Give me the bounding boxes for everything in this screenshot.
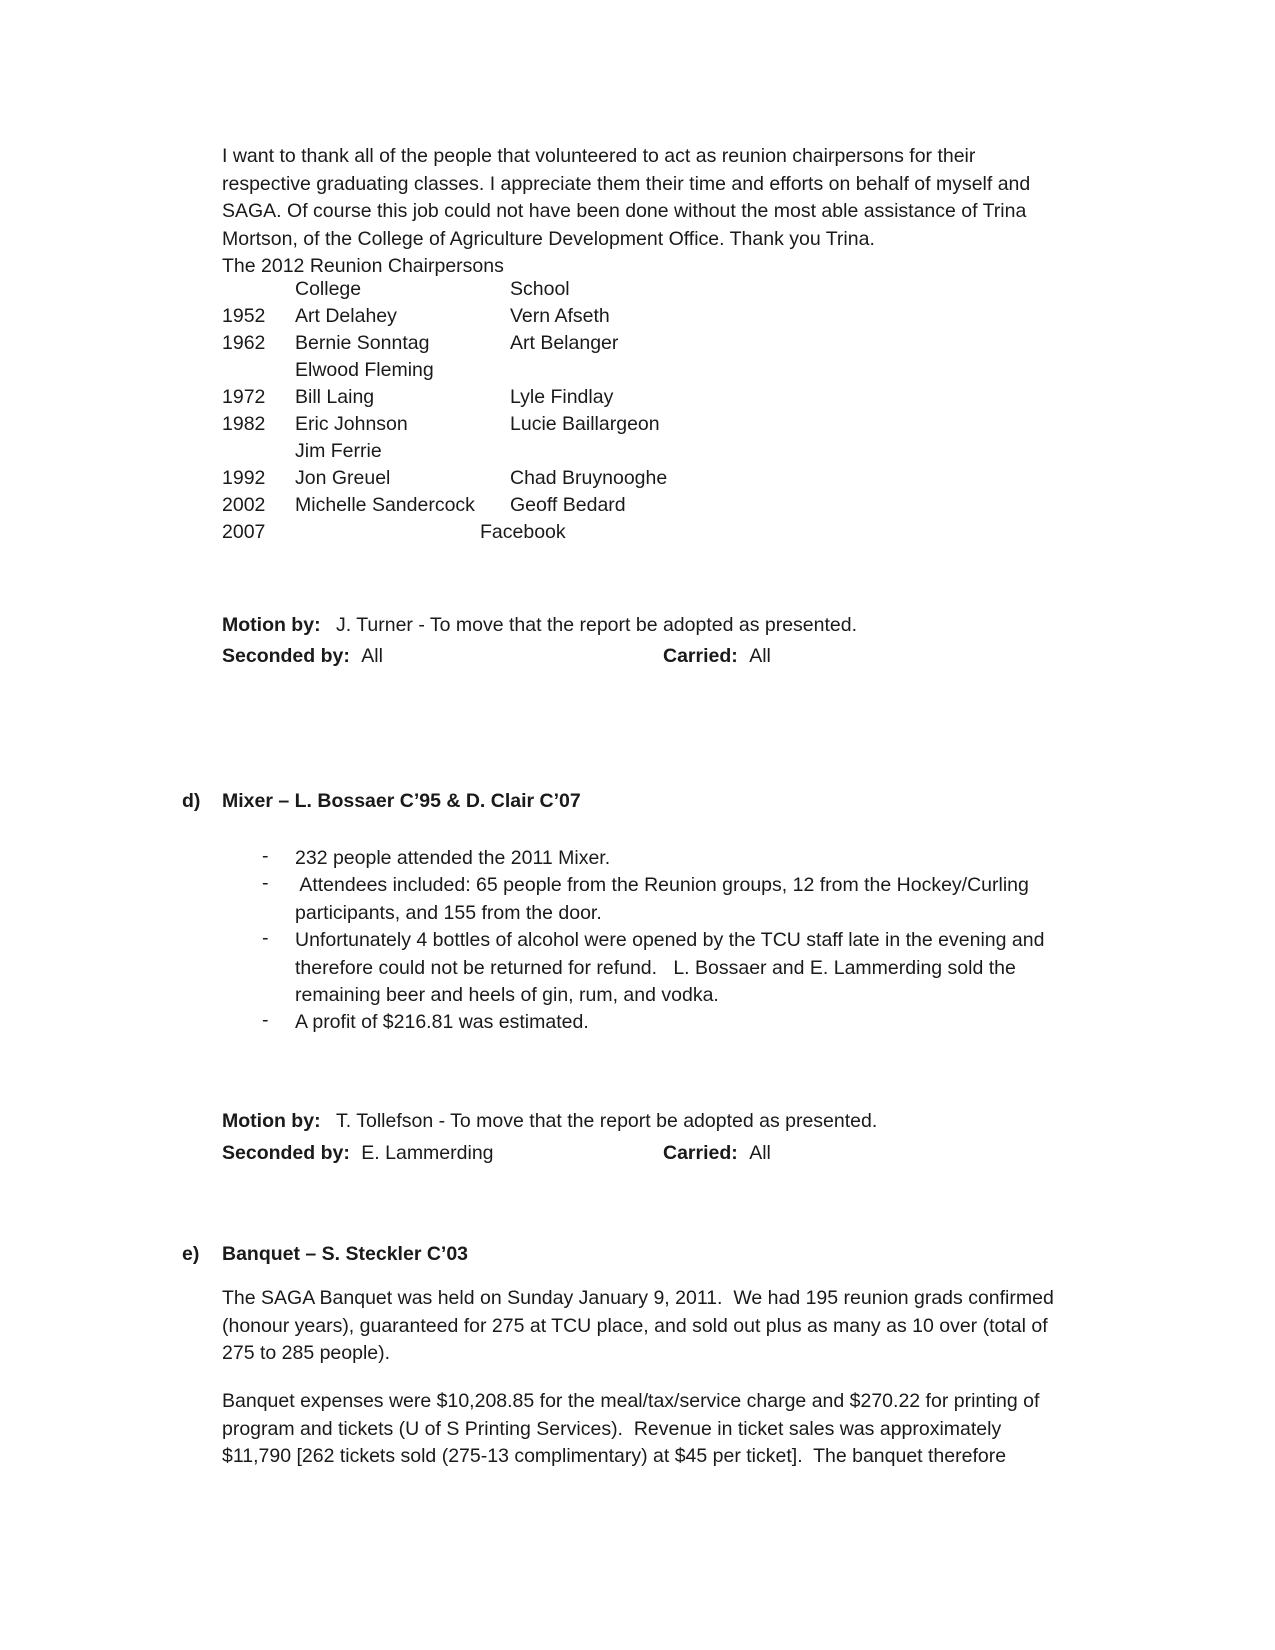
intro-paragraph [222, 143, 1102, 281]
bullet-line: Unfortunately 4 bottles of alcohol were opened by the TCU staff late in the evening and [295, 929, 1045, 951]
bullet-line: Attendees included: 65 people from the Reunion groups, 12 from the Hockey/Curling [295, 874, 1029, 896]
bullet-text [295, 872, 1115, 927]
seconded-line [222, 1142, 494, 1165]
facebook-note: Facebook [480, 521, 566, 543]
motion-line [222, 1110, 877, 1133]
school-cell: Lyle Findlay [510, 386, 614, 408]
year-cell: 1972 [222, 386, 266, 408]
table-title: The 2012 Reunion Chairpersons [222, 255, 504, 277]
bullet-dash: - [262, 1009, 269, 1031]
bullet-text [295, 845, 1115, 873]
section-letter: d) [182, 790, 201, 812]
motion-label: Motion by: [222, 1110, 321, 1132]
paragraph-line: 275 to 285 people). [222, 1342, 391, 1364]
intro-line: SAGA. Of course this job could not have been done without the most able assistance of Trina [222, 200, 1027, 222]
bullet-line: therefore could not be returned for refund. L. Bossaer and E. Lammerding sold the [295, 956, 1016, 979]
carried-label: Carried: [663, 1142, 738, 1164]
bullet-line: participants, and 155 from the door. [295, 901, 602, 924]
paragraph-line: program and tickets (U of S Printing Services). Revenue in ticket sales was approximately [222, 1417, 1002, 1440]
carried-value: All [749, 1142, 771, 1164]
year-cell: 2007 [222, 521, 266, 543]
year-cell: 1962 [222, 332, 266, 354]
banquet-paragraph-2 [222, 1388, 1102, 1471]
motion-line [222, 614, 857, 637]
school-cell: Art Belanger [510, 332, 619, 354]
college-cell: Bernie Sonntag [295, 332, 430, 354]
bullet-dash: - [262, 872, 269, 894]
school-cell: Geoff Bedard [510, 494, 626, 516]
bullet-dash: - [262, 845, 269, 867]
college-cell: Bill Laing [295, 386, 375, 408]
college-cell: Eric Johnson [295, 413, 408, 435]
school-cell: Lucie Baillargeon [510, 413, 660, 435]
section-heading: Mixer – L. Bossaer C’95 & D. Clair C’07 [222, 790, 581, 812]
carried-label: Carried: [663, 645, 738, 667]
carried-value: All [749, 645, 771, 667]
college-cell: Jim Ferrie [295, 440, 382, 462]
section-heading: Banquet – S. Steckler C’03 [222, 1243, 469, 1265]
intro-line: respective graduating classes. I appreciate them their time and efforts on behalf of myself and [222, 172, 1031, 195]
bullet-text [295, 1009, 1115, 1037]
motion-text: T. Tollefson - To move that the report be adopted as presented. [335, 1110, 878, 1132]
intro-line: Mortson, of the College of Agriculture Development Office. Thank you Trina. [222, 227, 875, 250]
section-letter: e) [182, 1243, 200, 1265]
bullet-line: A profit of $216.81 was estimated. [295, 1011, 589, 1033]
column-header-college: College [295, 278, 362, 300]
carried-line [663, 645, 771, 668]
year-cell: 1982 [222, 413, 266, 435]
motion-text: J. Turner - To move that the report be adopted as presented. [335, 614, 858, 636]
school-cell: Vern Afseth [510, 305, 610, 327]
banquet-paragraph-1 [222, 1285, 1102, 1368]
column-header-school: School [510, 278, 570, 300]
paragraph-line: $11,790 [262 tickets sold (275-13 complimentary) at $45 per ticket]. The banquet therefore [222, 1445, 1007, 1467]
year-cell: 1952 [222, 305, 266, 327]
school-cell: Chad Bruynooghe [510, 467, 668, 489]
year-cell: 2002 [222, 494, 266, 516]
bullet-dash: - [262, 927, 269, 949]
year-cell: 1992 [222, 467, 266, 489]
seconded-line [222, 645, 383, 668]
carried-line [663, 1142, 771, 1165]
paragraph-line: Banquet expenses were $10,208.85 for the meal/tax/service charge and $270.22 for printing of [222, 1390, 1040, 1412]
bullet-line: remaining beer and heels of gin, rum, and vodka. [295, 984, 719, 1006]
paragraph-line: (honour years), guaranteed for 275 at TCU place, and sold out plus as many as 10 over (total of [222, 1314, 1048, 1337]
intro-line: I want to thank all of the people that volunteered to act as reunion chairpersons for their [222, 145, 976, 167]
bullet-line: 232 people attended the 2011 Mixer. [295, 847, 611, 869]
motion-label: Motion by: [222, 614, 321, 636]
seconded-value: E. Lammerding [361, 1142, 494, 1164]
college-cell: Elwood Fleming [295, 359, 434, 381]
seconded-label: Seconded by: [222, 1142, 350, 1164]
college-cell: Art Delahey [295, 305, 397, 327]
seconded-value: All [361, 645, 383, 667]
seconded-label: Seconded by: [222, 645, 350, 667]
college-cell: Jon Greuel [295, 467, 391, 489]
bullet-text [295, 927, 1115, 1010]
college-cell: Michelle Sandercock [295, 494, 475, 516]
paragraph-line: The SAGA Banquet was held on Sunday January 9, 2011. We had 195 reunion grads confirmed [222, 1287, 1054, 1309]
